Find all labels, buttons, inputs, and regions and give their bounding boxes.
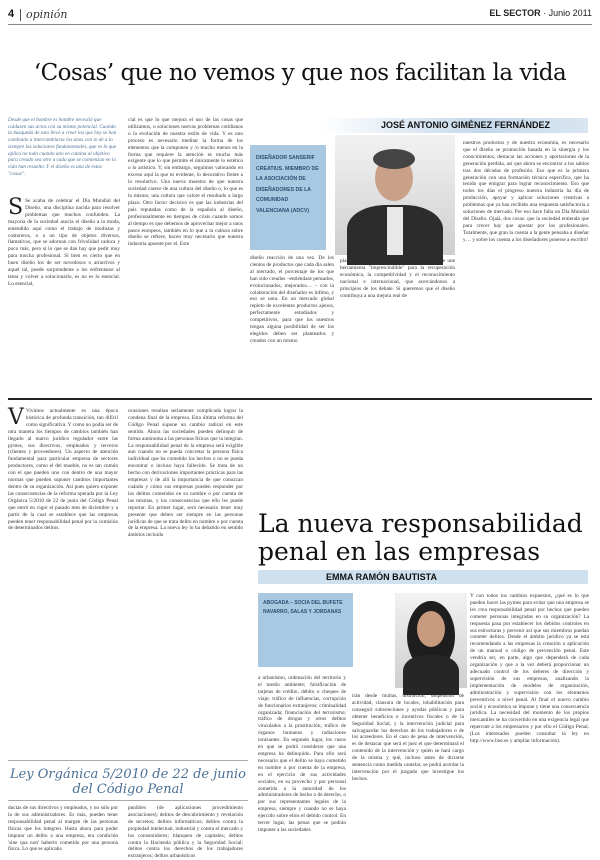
drop-cap: V	[8, 405, 24, 430]
article2-author-bar	[258, 570, 588, 584]
article2-column-3: a urbanismo, ordenación del territorio y el medio ambiente; falsificación de tarjetas de crédito, débito o cheques de viaje; tráfico de influencias, corrupción de funcionarios extranjeros; criminalidad organizada; financiación del terrorismo; tráfico de drogas y otros delitos vinculados a la prostitución, tráfico de órganos humanos y radiaciones ionizantes. En segundo lugar, los casos en que se podrá considerar que una empresa ha delinquido. Para ello será necesario que el delito se haya cometido en nombre o por cuenta de la empresa, en el ejercicio de sus actividades sociales, en su provecho y por personal sometido a la autoridad de los administradores de hecho o de derecho, o por sus representantes legales de la empresa, siempre y cuando no se haya ejercido sobre ellos el debido control. En tercer lugar, las penas que se podrán imponer a las sociedades	[258, 675, 346, 833]
article1-column-3: diseño reacción de una vez. De los cientos de productos que cada día salen al mercado, el porcentaje de los que han sido creados –entiéndase pensados, evolucionados, mejorados… – con la colaboración del diseñador es ínfimo, y eso se nota. En un mercado global repleto de excelentes productos ajenos, perfectamente estudiados y competitivos, para que los nuestros tengan alguna posibilidad de ser los elegidos deben ser planteados y creados con un mismo	[250, 255, 334, 344]
article2-title-line2: penal en las empresas	[258, 537, 541, 566]
article1-title: ‘Cosas’ que no vemos y que nos facilitan la vida	[33, 60, 567, 86]
drop-cap: S	[8, 195, 24, 220]
article2-pull-quote: Ley Orgánica 5/2010 de 22 de junio del Código Penal	[9, 767, 247, 797]
article2-column-1: V Vivimos actualmente es una época histórica de profunda transición, tan difícil como significativa. Y como no podía ser de otra manera los tiempos de cambios también han llegado al marco jurídico regulador entre las pymes, sus directivos, empleados y terceros (clientes y proveedores). Un aspecto de atención fundamental para particular empresa de sectores productores, como el del mueble, no es tan común con el que pueden uno con dentro de una mayor normas que pueden suponer cambios importantes dentro de su organización. Así pues quiero exponer las consecuencias de la reforma operada por la Ley Orgánica 5/2010 de 22 de junio del Código Penal que entró en vigor el pasado mes de diciembre y a partir de la cual se establece que las empresas pueden tener responsabilidad penal por la comisión de determinados delitos.	[8, 405, 118, 532]
article1-column-4: planteamiento. Así el diseño, bien entendido, se une herramienta "imprescindible" para la recuperación económica, la competitividad y el reconocimiento nacional e internacional, que acercándonos a principios de los debate. Si queremos que el diseño contribuya a una mejora real de	[340, 258, 455, 299]
article1-intro: Desde que el hombre es hombre necesitó que cuidasen sus actos con su mismo potencial. Cuando la búsqueda de esto llevó a crear los que hoy se han cambiado a intercambiarse los unos con lo de a lo siempre las soluciones fundamentales, que es lo que aplica no todo cuando uno en camina al objetivo para creado sea otro a cada que se comienzan en la vida han resuelto. Y el diseño es una de estas "cosas".	[8, 117, 117, 177]
author2-photo	[395, 593, 467, 688]
article1-column-5: nuestros productos y de nuestra economía, es necesario que el diseño se promoción basada en la sinergia y los conocimientos, destacar las acciones y aportaciones de la generación perdida, así que ahora se encontrar a los sabios tras dos décadas de profesión. Eso que es la primera generación con una formación técnica específica, que ha tenido que emigrar para lograr reconocimiento. Eso que todos los días el progreso nuestra industria ha día de producción, apoyar y aplicar soluciones creativas a problemas que ya han recibido una respuesta satisfactoria a soluciones de mercado. Por eso hace falta un Día Mundial del Diseño. Ojalá, dos cosas: que la sociedad entienda que para crecer hay que apostar por los profesionales. Totalmente, que gran la cuenta a la gente pensaba a diseñar y… y sobre los cuenta a los diseñadores ponerse a escribir!	[463, 140, 589, 243]
author1-shirt	[387, 207, 403, 255]
article-separator	[8, 398, 592, 400]
page-number: 4	[8, 8, 15, 20]
article2-column-5: Y con todos los cambios expuestos, ¿qué es lo que pueden hacer las pymes para evitar que una empresa se les crea responsabilidad penal por hechos que pueden cometer personas integradas en su organización? La respuesta pasa por establecer los debidos controles en sus estructuras y prevenir así que sus miembros puedan cometer delitos. Desde el ámbito jurídico ya se está recomendando a las empresas la creación o aplicación de un manual o código de prevención penal. Este vendría ser, en parte, algo que dependerá de cada organización y que a la vez deberá proporcionar un adecuado control de los deberes de dirección y supervisión de sus empresas, analizando la implementación de modelos de organización, administración y supervisión con los elementos preventivos a nivel penal. Al final el nuevo cambio social y económico se impone y tiene una consecuencia jurídica. La necesidad del momento de los propios mercantiles se ha convertido en una exigencia legal que repercute a los empresarios y por ello el Código Penal. (Los interesados pueden consultar la ley en http://www.boe.es y ampliar información).	[470, 593, 589, 745]
author1-photo	[335, 135, 455, 255]
article2-title-line1: La nueva responsabilidad	[258, 509, 583, 538]
page-header	[8, 8, 592, 22]
author2-face	[417, 611, 445, 647]
article2-column-1-continued: ductas de sus directivos y empleados, y no sólo por la de sus administradores. Es más, pueden tener responsabilidad penal al margen de las personas físicas que los integren. Hasta ahora para poder imputar un delito a una empresa, era condición 'sine qua non' haberlo cometido por una persona física. Lo que se aplicaba	[8, 805, 118, 853]
article1-column-1: S Se acaba de celebrar el Día Mundial del Diseño, una disciplina nacida para resolver problemas que muchos confunden. La mayoría de la sociedad asocia el diseño a la moda, entendido aquí como el trabajo de modistas y costureros, o a un tipo de objetos diversos, llamativos, que se adornan con frivolidad caduca y poco más, pero sí lo que se dan hay que pedir muy para mucha profesional. Si bien es cierto que en buen diseño los de ser novedosos o atractivos y aquel tal, puede sorprendente a los enfrentarse al tema y volver a solucionarlo, es no es lo esencial. Lo esencial,	[8, 195, 120, 287]
author1-hair	[373, 149, 415, 169]
section-name: opinión	[26, 8, 68, 21]
article2-author-bio: ABOGADA – SOCIA DEL BUFETE NAVARRO, SALAS Y JORDANAS	[263, 600, 343, 615]
article2-author-bio-box	[258, 593, 353, 667]
magazine-name: EL SECTOR · Junio 2011	[489, 8, 592, 18]
header-rule	[8, 24, 592, 25]
pull-quote-rule-top	[8, 760, 248, 761]
header-divider	[20, 9, 21, 21]
pull-quote-rule-bottom	[8, 800, 248, 801]
issue-date: · Junio 2011	[543, 8, 592, 18]
article1-column-2: cial es que lo que mejora el uso de las cosas que utilizamos, o soluciones nuevas problemas cotidianos o la evolución de nuestra estilo de vida. Y es uno proceso es necesario meditar la forma de los elementos que la componen y /o mucho menos en la forma que requiere la atención es mucho más exigente que lo que permite el únicamente lo estético o lo artístico. Y, sin embargo, seguimos valorando en exceso aquí la que es evidente, lo decorativo frente a lo resolutivo. Una nueva muestra de que nuestra sociedad carece de una cultura del diseño o, lo que es lo mismo, una cultura que valore el resultado a largo plazo. Otro factor decisivo es que las industrias del país reputadas como de la española al diseño, profesionalmente en tiempos de crisis cuando somos al tiempo es que debemos de aprovechar mejor a unos pasos europeos, también en lo que a la cultura sobre diseño se refiere, hacen muy necesario que nuestra industria apueste por el. Este	[128, 117, 243, 248]
author2-top	[403, 655, 459, 695]
article1-author-bio-box	[250, 145, 326, 250]
article1-author-bar	[320, 118, 588, 133]
article2-title	[258, 510, 588, 566]
article1-author-bio: DISEÑADOR SANSERIF CREATIUS. MIEMBRO DE LA ASOCIACIÓN DE DISEÑADORES DE LA COMUNIDAD VALENCIANA (ADCV)	[256, 155, 319, 214]
article2-author: EMMA RAMÓN BAUTISTA	[326, 572, 437, 582]
article2-column-2: ocasiones resultan seriamente complicada lograr la condena final de la empresa. Esta última reforma del Código Penal supone un cambio radical en este sentido. Ahora las sociedades pueden delinquir de forma autónoma a las personas físicas que la integran. La responsabilidad penal de la empresa será exigible aun cuando no se pueda concretar la persona física individual que ha cometido los hechos o no se pueda encontrar o incluso haya fallecido. Se trata de un hecho con derivaciones importantes prácticas para las empresas y de allí la importancia de que conozcan cuándo y cómo sus empresas pueden responder por los delitos cometidos en su nombre o por cuenta de las mismas, y los consecuencias que ello les puede reportar. En primer lugar, será necesario tener muy presente que deben ser siempre en las personas jurídicas de que se trata delito en nombre o por cuenta de la empresa. La nueva ley lo ha debatido en sentido ámbitos incluido	[128, 408, 243, 539]
article1-author: JOSÉ ANTONIO GIMÉNEZ FERNÁNDEZ	[380, 120, 550, 130]
article2-column-4: irán desde multas, disolución, suspensión de actividad, clausura de locales, inhabilitación para conseguir subvenciones y ayudas públicas y para obtener beneficios e incentivos fiscales o de la Seguridad Social, y la intervención judicial para salvaguardar los derechos de los trabajadores o de los acreedores. En el caso de pena de intervención, es de destacar que será el juez el que determinará el contenido de la intervención y quién se hará cargo de la misma y qué, incluso antes de dictarse sentencia como medida cautelar, se podrá acordar la intervención por el juzgado que investigue los hechos.	[352, 693, 464, 782]
article2-column-2-continued: punibles (de aplicaciones procedimiento asociaciones); delitos de descubrimiento y revelación de secretos; delitos informáticos; delitos contra la propiedad intelectual, industrial y contra el mercado y los consumidores; blanqueo de capitales; delitos contra la Hacienda pública y la Seguridad Social; delitos contra los derechos de los trabajadores extranjeros; delitos urbanísticos	[128, 805, 243, 860]
